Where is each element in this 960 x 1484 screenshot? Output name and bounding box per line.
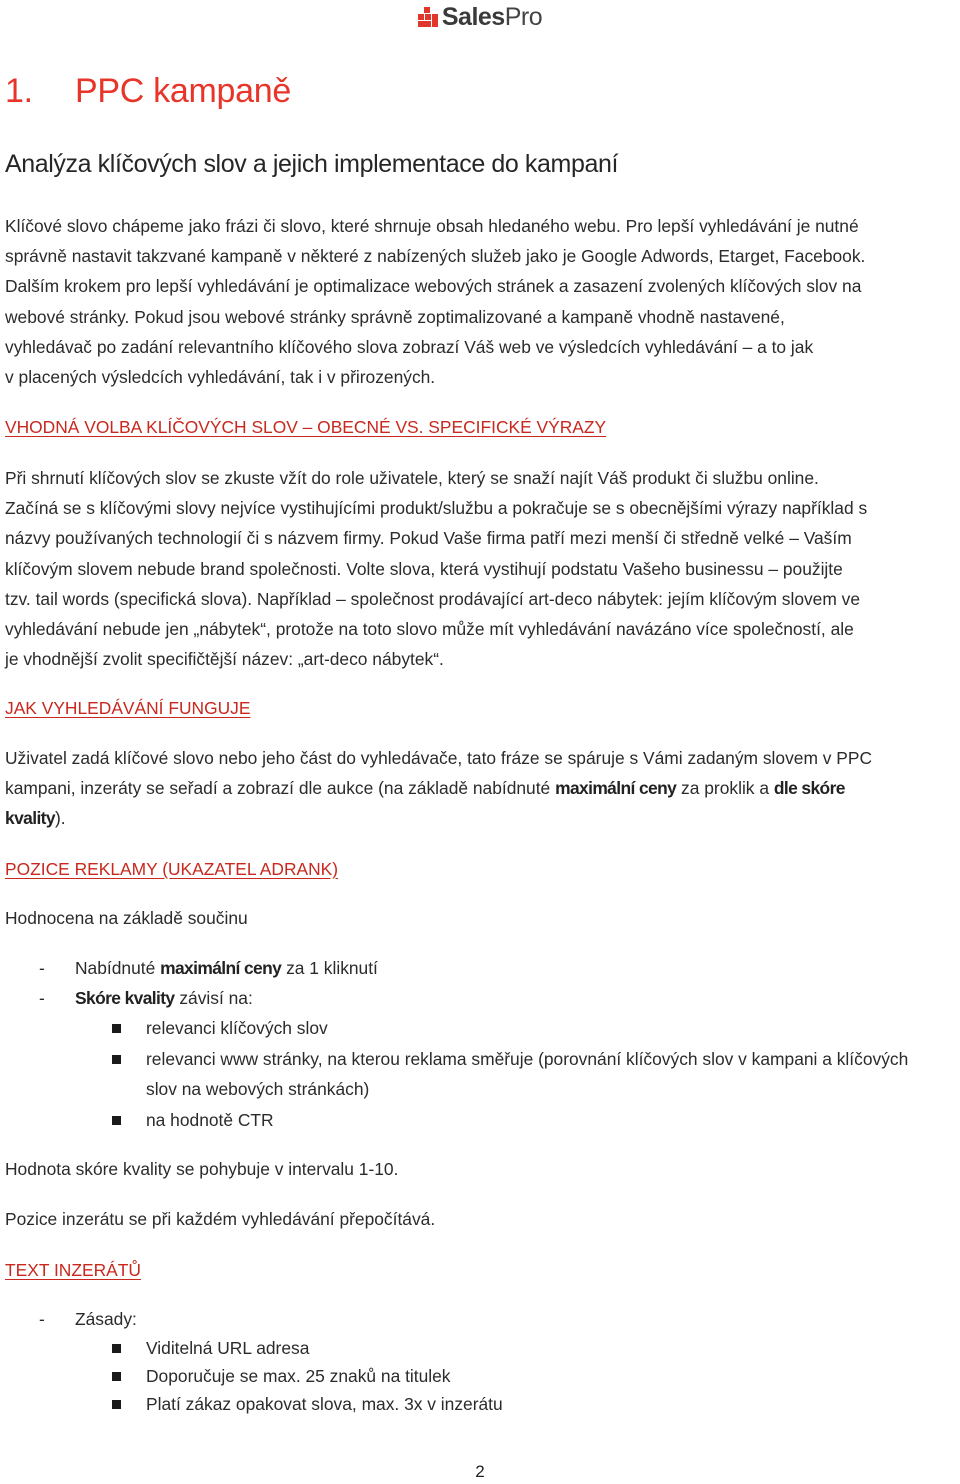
search-line: kvality). <box>5 808 66 829</box>
square-bullet-icon <box>112 1116 121 1125</box>
chapter-number: 1. <box>5 72 33 110</box>
keywords-line: je vhodnější zvolit specifičtější název: „art-deco nábytek“. <box>5 649 444 670</box>
keywords-section-title: VHODNÁ VOLBA KLÍČOVÝCH SLOV – OBECNÉ VS. SPECIFICKÉ VÝRAZY <box>5 417 607 437</box>
adrank-intro: Hodnocena na základě součinu <box>5 908 248 928</box>
intro-line: Klíčové slovo chápeme jako frázi či slovo, které shrnuje obsah hledaného webu. Pro lepší vyhledávání je nutné <box>5 216 859 236</box>
highlight-quality: kvality <box>5 808 55 829</box>
square-bullet-icon <box>112 1372 121 1381</box>
dash-marker: - <box>39 1309 45 1329</box>
ads-section-title: TEXT INZERÁTŮ <box>5 1260 141 1280</box>
search-line: Uživatel zadá klíčové slovo nebo jeho část do vyhledávače, tato fráze se spáruje s Vámi zadaným slovem v PPC <box>5 748 873 768</box>
highlight-max-price: maximální ceny <box>160 958 282 978</box>
chapter-heading <box>5 72 291 111</box>
search-line: kampani, inzeráty se seřadí a zobrazí dle aukce (na základě nabídnuté maximální ceny za proklik a dle skóre <box>5 778 845 799</box>
keywords-line: názvy používaných technologií či s názvem firmy. Pokud Vaše firma patří mezi menší či středně velké – Vaším <box>5 528 852 549</box>
page-header <box>0 0 960 34</box>
square-bullet-icon <box>112 1344 121 1353</box>
section-subtitle: Analýza klíčových slov a jejich implementace do kampaní <box>5 150 619 178</box>
highlight-quality-score: Skóre kvality <box>75 988 175 1008</box>
intro-line: webové stránky. Pokud jsou webové stránky správně zoptimalizované a kampaně vhodně nastavené, <box>5 306 785 327</box>
intro-paragraph <box>5 211 955 392</box>
search-paragraph <box>5 743 955 834</box>
logo-text: SalesPro <box>441 2 543 31</box>
logo-squares-icon <box>418 7 438 27</box>
intro-line: správně nastavit takzvané kampaně v některé z nabízených služeb jako je Google Adwords, Etarget, Facebook. <box>5 246 866 267</box>
intro-line: vyhledávač po zadání relevantního klíčového slova zobrazí Váš web ve výsledcích vyhledávání – a to jak <box>5 336 814 357</box>
keywords-line: Při shrnutí klíčových slov se zkuste vžít do role uživatele, který se snaží najít Váš produkt či službu online. <box>5 468 819 488</box>
dash-marker: - <box>39 988 45 1008</box>
chapter-title: PPC kampaně <box>75 72 291 110</box>
keywords-line: klíčovým slovem nebude brand společnosti. Volte slova, která vystihují podstatu Vašeho businessu – použijte <box>5 558 843 579</box>
page-number: 2 <box>475 1462 485 1481</box>
highlight-max-price: maximální ceny <box>555 778 677 799</box>
square-bullet-icon <box>112 1400 121 1409</box>
search-section-title: JAK VYHLEDÁVÁNÍ FUNGUJE <box>5 698 251 718</box>
keywords-line: vyhledávání nebude jen „nábytek“, protože na toto slovo může mít vyhledávání navázáno více společností, ale <box>5 619 854 640</box>
score-range-text: Hodnota skóre kvality se pohybuje v intervalu 1-10. <box>5 1159 399 1179</box>
intro-line: v placených výsledcích vyhledávání, tak i v přirozených. <box>5 367 436 388</box>
adrank-section-title: POZICE REKLAMY (UKAZATEL ADRANK) <box>5 859 339 879</box>
recalc-text: Pozice inzerátu se při každém vyhledávání přepočítává. <box>5 1209 436 1229</box>
square-bullet-icon <box>112 1055 121 1064</box>
keywords-line: tzv. tail words (specifická slova). Například – společnost prodávající art-deco nábytek: jejím klíčovým slovem ve <box>5 588 861 609</box>
square-bullet-icon <box>112 1024 121 1033</box>
keywords-line: Začíná se s klíčovými slovy nejvíce vystihujícími produkt/službu a pokračuje se s obecnějšími výrazy například s <box>5 498 868 519</box>
intro-line: Dalším krokem pro lepší vyhledávání je optimalizace webových stránek a zasazení zvolených klíčových slov na <box>5 276 862 297</box>
dash-marker: - <box>39 958 45 978</box>
highlight-quality-score: dle skóre <box>773 778 845 799</box>
keywords-paragraph <box>5 463 955 674</box>
salespro-logo <box>418 3 542 32</box>
